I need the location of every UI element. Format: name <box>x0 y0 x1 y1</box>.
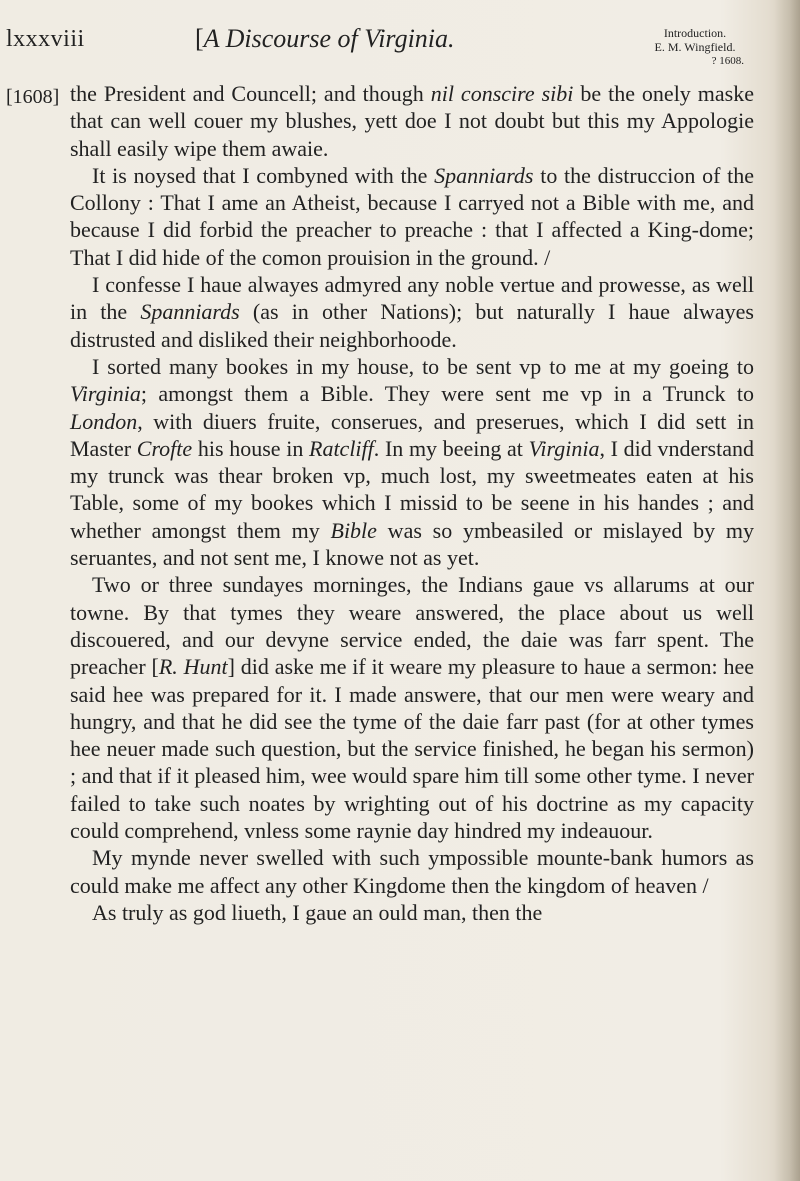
text-run: ; amongst them a Bible. They were sent me vp in a Trunck to <box>140 381 754 407</box>
text-run: . In my beeing at <box>373 435 529 461</box>
paragraph-p6 <box>70 844 754 899</box>
text-run: the President and Councell; and though <box>70 81 431 106</box>
paragraph-p2 <box>70 162 754 271</box>
italic-text: nil conscire sibi <box>430 81 574 106</box>
paragraph-p4 <box>70 353 754 571</box>
text-run: , I did vnderstand my trunck was thear broken vp, much lost, my sweetmeates eaten at his Table, some of my bookes which I missid to be seene in his handes ; and whether amongst them my <box>70 435 754 543</box>
text-run: As truly as god liueth, I gaue an ould man, then the <box>92 899 543 925</box>
italic-text: Bible <box>330 517 377 543</box>
italic-text: Spanniards <box>434 162 534 188</box>
running-title-bracket: [ <box>195 24 204 53</box>
text-run: My mynde never swelled with such ympossible mounte-bank humors as could make me affect any other Kingdome then the kingdom of heaven / <box>70 845 754 898</box>
paragraph-p3 <box>70 271 754 353</box>
text-run: was so ymbeasiled or mislayed by my seruantes, and not sent me, I knowe not as yet. <box>70 517 754 571</box>
text-run: his house in <box>192 435 309 461</box>
italic-text: Ratcliff <box>309 435 374 461</box>
italic-text: Virginia <box>70 381 141 407</box>
italic-text: London <box>70 408 138 434</box>
text-run: to the distruccion of the Collony : That I ame an Atheist, because I carryed not a Bible with me, and because I did forbid the preacher to preache : that I affected a King-dome; That I did hide of the comon prouision in the ground. / <box>70 162 754 270</box>
text-run: be the onely maske that can well couer my blushes, yett doe I not doubt but this my Appologie shall easily wipe them awaie. <box>70 81 754 161</box>
page-number: lxxxviii <box>6 26 85 52</box>
side-note <box>640 26 750 68</box>
text-run: , with diuers fruite, conserues, and preserues, which I did sett in Master <box>70 408 754 461</box>
text-run: I confesse I haue alwayes admyred any noble vertue and prowesse, as well in the <box>70 272 754 325</box>
running-title-text: A Discourse of Virginia. <box>203 24 455 53</box>
text-run: It is noysed that I combyned with the <box>92 162 435 188</box>
paragraph-p1 <box>70 80 754 162</box>
text-run: Two or three sundayes morninges, the Indians gaue vs allarums at our towne. By that tymes they weare answered, the place about us well discouered, and our devyne service ended, the daie was farr spent. The preacher [ <box>70 572 754 680</box>
side-note-author: E. M. Wingfield. <box>654 40 736 54</box>
italic-text: R. Hunt <box>158 654 228 680</box>
paragraph-p7 <box>70 899 754 926</box>
page-edge-shadow <box>774 0 800 1181</box>
text-run: I sorted many bookes in my house, to be sent vp to me at my goeing to <box>92 353 754 379</box>
paragraph-p5 <box>70 571 754 844</box>
italic-text: Crofte <box>136 435 193 461</box>
italic-text: Virginia <box>528 435 600 461</box>
side-note-date: ? 1608. <box>711 55 744 67</box>
running-title <box>195 24 455 54</box>
text-run: (as in other Nations); but naturally I haue alwayes distrusted and disliked their neighborhoode. <box>70 299 754 352</box>
margin-year: [1608] <box>6 86 60 108</box>
text-run: ] did aske me if it weare my pleasure to haue a sermon: hee said hee was prepared for it. I made answere, that our men were weary and hungry, and that he did see the tyme of the daie farr past (for at other tymes hee neuer made such question, but the service finished, he began his sermon) ; and that if it pleased him, wee would spare him till some other tyme. I never failed to take such noates by wrighting out of his doctrine as my capacity could comprehend, vnless some raynie day hindred my indeauour. <box>70 654 754 844</box>
italic-text: Spanniards <box>140 299 240 325</box>
body-text <box>70 80 754 926</box>
side-note-section: Introduction. <box>663 26 727 40</box>
